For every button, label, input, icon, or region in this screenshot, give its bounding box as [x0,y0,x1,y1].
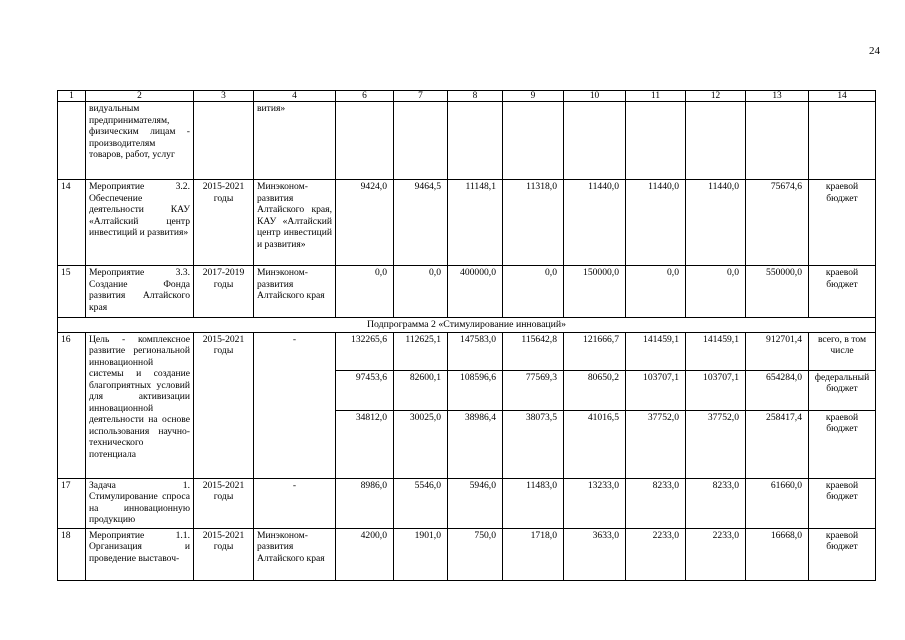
value-cell: 4200,0 [336,528,394,580]
value-cell: 11148,1 [448,180,503,266]
row-source: федеральный бюджет [809,370,876,410]
value-cell: 112625,1 [394,332,448,370]
value-cell: 550000,0 [746,266,809,318]
value-cell: 97453,6 [336,370,394,410]
value-cell: 30025,0 [394,410,448,478]
cont-executor: вития» [254,102,336,180]
row-source: краевой бюджет [809,266,876,318]
value-cell: 0,0 [336,266,394,318]
row-num: 15 [58,266,86,318]
cont-name: видуальным предпринимателям, физическим лицам - производителям товаров, работ, услуг [86,102,194,180]
value-cell: 37752,0 [626,410,686,478]
col-header: 7 [394,91,448,102]
row-source: краевой бюджет [809,478,876,528]
value-cell: 8233,0 [686,478,746,528]
value-cell: 9424,0 [336,180,394,266]
value-cell: 38073,5 [503,410,564,478]
value-cell: 38986,4 [448,410,503,478]
value-cell: 0,0 [686,266,746,318]
row-name: Цель - комплексное развитие региональной инновационной системы и создание благоприятных условий для активизации инновационной деятельности на основе использования научно-технического потенциала [86,332,194,478]
col-header: 12 [686,91,746,102]
row-num: 18 [58,528,86,580]
budget-table [57,90,876,581]
value-cell: 11440,0 [626,180,686,266]
col-header: 11 [626,91,686,102]
value-cell: 0,0 [394,266,448,318]
value-cell: 115642,8 [503,332,564,370]
col-header: 13 [746,91,809,102]
col-header: 8 [448,91,503,102]
value-cell: 13233,0 [564,478,626,528]
value-cell: 103707,1 [686,370,746,410]
value-cell: 258417,4 [746,410,809,478]
page-number: 24 [869,45,880,57]
col-header: 1 [58,91,86,102]
value-cell: 400000,0 [448,266,503,318]
value-cell: 11483,0 [503,478,564,528]
value-cell: 654284,0 [746,370,809,410]
value-cell: 108596,6 [448,370,503,410]
value-cell: 2233,0 [626,528,686,580]
subprogram-row [58,318,876,333]
value-cell: 5946,0 [448,478,503,528]
row-years: 2015-2021 годы [194,332,254,478]
value-cell: 9464,5 [394,180,448,266]
row-num: 17 [58,478,86,528]
row-years: 2015-2021 годы [194,478,254,528]
col-header: 3 [194,91,254,102]
row-num: 14 [58,180,86,266]
value-cell: 8233,0 [626,478,686,528]
row-name: Задача 1. Стимулирование спроса на инновационную продукцию [86,478,194,528]
value-cell: 11318,0 [503,180,564,266]
row-executor: - [254,478,336,528]
value-cell: 77569,3 [503,370,564,410]
row-years: 2015-2021 годы [194,180,254,266]
table-row [58,478,876,528]
column-header-row [58,91,876,102]
value-cell: 750,0 [448,528,503,580]
col-header: 10 [564,91,626,102]
row-source: краевой бюджет [809,180,876,266]
value-cell: 34812,0 [336,410,394,478]
value-cell: 16668,0 [746,528,809,580]
value-cell: 147583,0 [448,332,503,370]
row-name: Мероприятие 3.3. Создание Фонда развития Алтайского края [86,266,194,318]
value-cell: 132265,6 [336,332,394,370]
value-cell: 141459,1 [626,332,686,370]
row-executor: Минэконом-развития Алтайского края [254,266,336,318]
value-cell: 121666,7 [564,332,626,370]
value-cell: 3633,0 [564,528,626,580]
value-cell: 82600,1 [394,370,448,410]
value-cell: 141459,1 [686,332,746,370]
value-cell: 61660,0 [746,478,809,528]
table-row [58,332,876,370]
table-row [58,266,876,318]
value-cell: 0,0 [503,266,564,318]
value-cell: 103707,1 [626,370,686,410]
col-header: 6 [336,91,394,102]
table-row [58,180,876,266]
col-header: 4 [254,91,336,102]
row-executor: Минэконом-развития Алтайского края, КАУ «Алтайский центр инвестиций и развития» [254,180,336,266]
value-cell: 11440,0 [564,180,626,266]
col-header: 2 [86,91,194,102]
value-cell: 11440,0 [686,180,746,266]
value-cell: 912701,4 [746,332,809,370]
value-cell: 2233,0 [686,528,746,580]
value-cell: 37752,0 [686,410,746,478]
row-name: Мероприятие 1.1. Организация и проведение выставоч- [86,528,194,580]
row-source: всего, в том числе [809,332,876,370]
value-cell: 5546,0 [394,478,448,528]
value-cell: 41016,5 [564,410,626,478]
row-executor: - [254,332,336,478]
col-header: 14 [809,91,876,102]
row-name: Мероприятие 3.2. Обеспечение деятельности КАУ «Алтайский центр инвестиций и развития» [86,180,194,266]
subprogram-title: Подпрограмма 2 «Стимулирование инноваций» [58,318,876,333]
value-cell: 150000,0 [564,266,626,318]
row-years: 2015-2021 годы [194,528,254,580]
value-cell: 1718,0 [503,528,564,580]
value-cell: 80650,2 [564,370,626,410]
row-years: 2017-2019 годы [194,266,254,318]
row-num: 16 [58,332,86,478]
value-cell: 0,0 [626,266,686,318]
col-header: 9 [503,91,564,102]
value-cell: 8986,0 [336,478,394,528]
table-row [58,528,876,580]
row-source: краевой бюджет [809,528,876,580]
value-cell: 1901,0 [394,528,448,580]
continuation-row [58,102,876,180]
value-cell: 75674,6 [746,180,809,266]
row-source: краевой бюджет [809,410,876,478]
row-executor: Минэконом-развития Алтайского края [254,528,336,580]
